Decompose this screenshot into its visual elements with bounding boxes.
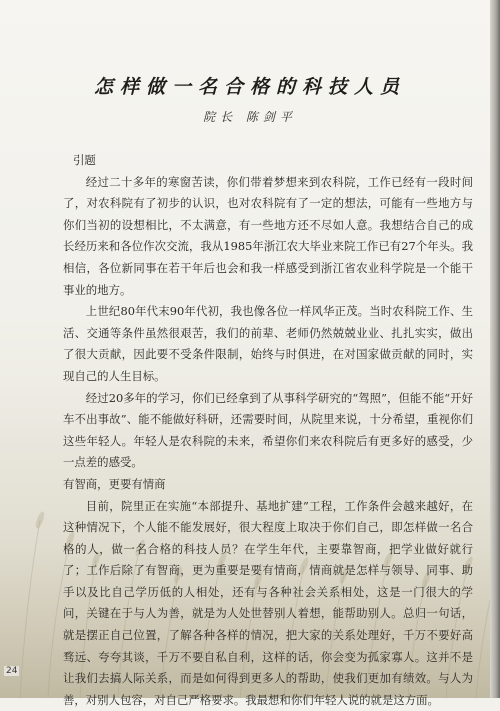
- article-title: 怎样做一名合格的科技人员: [0, 72, 500, 99]
- paragraph-4: 目前，院里正在实施“本部提升、基地扩建”工程，工作条件会越来越好，在这种情况下，个人能不能发展好，很大程度上取决于你们自己，即怎样做一名合格的人，做一名合格的科技人员？在学生年代，主要靠智商，把学业做好就行了；工作后除了有智商，更为重要是要有情商，情商就是怎样与领导、同事、助手以及比自己学历低的人相处，还有与各种社会关系相处，这是一门很大的学问，关键在于与人为善，就是为人处世替别人着想，能帮助别人。总归一句话，就是摆正自己位置，了解各种各样的情况，把大家的关系处理好，千万不要好高骛远、夸夸其谈，千万不要自私自利，这样的话，你会变为孤家寡人。这并不是让我们去搞人际关系，而是如何得到更多人的帮助，使我们更加有绩效。与人为善，对别人包容，对自己严格要求。我最想和你们年轻人说的就是这方面。: [63, 496, 473, 711]
- page-binding-edge: [490, 0, 500, 698]
- paragraph-1: 经过二十多年的寒窗苦读，你们带着梦想来到农科院，工作已经有一段时间了，对农科院有了初步的认识，也对农科院有了一定的想法，可能有一些地方与你们当初的设想相比，不太满意，有一些地方还不尽如人意。我想结合自己的成长经历来和各位作次交流，我从1985年浙江农大毕业来院工作已有27个年头。我相信，各位新同事在若干年后也会和我一样感受到浙江省农业科学院是一个能干事业的地方。: [63, 172, 473, 302]
- intro-heading: 引题: [73, 150, 473, 172]
- paragraph-2: 上世纪80年代末90年代初，我也像各位一样风华正茂。当时农科院工作、生活、交通等条件虽然很艰苦，我们的前辈、老师仍然兢兢业业、扎扎实实，做出了很大贡献，因此要不受条件限制，始终与时俱进，在对国家做贡献的同时，实现自己的人生目标。: [63, 301, 473, 387]
- section-heading: 有智商，更要有情商: [63, 474, 473, 496]
- page-number: 24: [4, 666, 19, 676]
- article-author: 院长 陈剑平: [0, 108, 500, 125]
- article-body: [63, 150, 473, 711]
- paragraph-3: 经过20多年的学习，你们已经拿到了从事科学研究的“驾照”，但能不能“开好车不出事故”、能不能做好科研，还需要时间，从院里来说，十分希望，重视你们这些年轻人。年轻人是农科院的未来，希望你们来农科院后有更多好的感受，少一点差的感受。: [63, 388, 473, 474]
